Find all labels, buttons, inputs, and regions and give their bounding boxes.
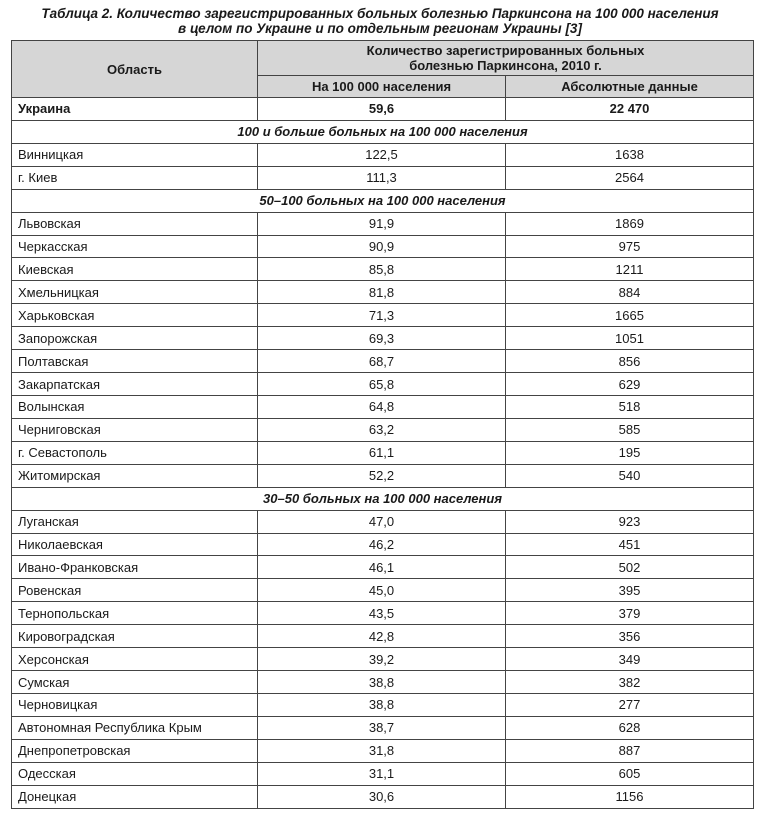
rate-value: 43,5 <box>258 602 506 625</box>
rate-value: 122,5 <box>258 143 506 166</box>
caption-line-1: Таблица 2. Количество зарегистрированных больных болезнью Паркинсона на 100 000 населения <box>41 6 719 21</box>
table-row <box>12 395 754 418</box>
region-name: Харьковская <box>12 304 258 327</box>
table-header <box>12 41 754 98</box>
absolute-value: 628 <box>506 716 754 739</box>
parkinson-table <box>11 40 754 809</box>
table-row <box>12 648 754 671</box>
absolute-value: 277 <box>506 693 754 716</box>
absolute-value: 540 <box>506 464 754 487</box>
header-group <box>258 41 754 76</box>
table-row <box>12 166 754 189</box>
table-row <box>12 785 754 808</box>
rate-value: 42,8 <box>258 625 506 648</box>
table-row <box>12 716 754 739</box>
absolute-value: 382 <box>506 671 754 694</box>
region-name: Закарпатская <box>12 373 258 396</box>
rate-value: 30,6 <box>258 785 506 808</box>
region-name: Автономная Республика Крым <box>12 716 258 739</box>
rate-value: 31,8 <box>258 739 506 762</box>
absolute-value: 923 <box>506 510 754 533</box>
table-row <box>12 579 754 602</box>
absolute-value: 349 <box>506 648 754 671</box>
table-row <box>12 602 754 625</box>
region-name: Хмельницкая <box>12 281 258 304</box>
section-row <box>12 487 754 510</box>
rate-value: 61,1 <box>258 441 506 464</box>
section-title: 50–100 больных на 100 000 населения <box>12 189 754 212</box>
rate-value: 38,8 <box>258 693 506 716</box>
region-name: Тернопольская <box>12 602 258 625</box>
table-row <box>12 327 754 350</box>
rate-value: 46,1 <box>258 556 506 579</box>
absolute-value: 605 <box>506 762 754 785</box>
table-body <box>12 98 754 809</box>
table-row <box>12 671 754 694</box>
rate-value: 39,2 <box>258 648 506 671</box>
region-name: Черновицкая <box>12 693 258 716</box>
absolute-value: 195 <box>506 441 754 464</box>
region-name: Луганская <box>12 510 258 533</box>
table-row <box>12 281 754 304</box>
absolute-value: 356 <box>506 625 754 648</box>
table-row <box>12 212 754 235</box>
absolute-value: 451 <box>506 533 754 556</box>
absolute-value: 585 <box>506 418 754 441</box>
table-caption <box>6 6 754 36</box>
region-name: Полтавская <box>12 350 258 373</box>
table-row <box>12 143 754 166</box>
rate-value: 91,9 <box>258 212 506 235</box>
rate-value: 46,2 <box>258 533 506 556</box>
region-name: г. Севастополь <box>12 441 258 464</box>
table-row <box>12 510 754 533</box>
table-row <box>12 235 754 258</box>
region-name: Одесская <box>12 762 258 785</box>
rate-value: 85,8 <box>258 258 506 281</box>
absolute-value: 395 <box>506 579 754 602</box>
rate-value: 52,2 <box>258 464 506 487</box>
region-name: Запорожская <box>12 327 258 350</box>
total-row <box>12 98 754 121</box>
table-row <box>12 441 754 464</box>
region-name: Львовская <box>12 212 258 235</box>
rate-value: 111,3 <box>258 166 506 189</box>
table-row <box>12 373 754 396</box>
table-row <box>12 464 754 487</box>
absolute-value: 379 <box>506 602 754 625</box>
region-name: Житомирская <box>12 464 258 487</box>
table-row <box>12 556 754 579</box>
table-row <box>12 739 754 762</box>
total-rate: 59,6 <box>258 98 506 121</box>
region-name: Черкасская <box>12 235 258 258</box>
absolute-value: 1211 <box>506 258 754 281</box>
table-row <box>12 418 754 441</box>
absolute-value: 975 <box>506 235 754 258</box>
rate-value: 90,9 <box>258 235 506 258</box>
rate-value: 69,3 <box>258 327 506 350</box>
rate-value: 38,8 <box>258 671 506 694</box>
rate-value: 64,8 <box>258 395 506 418</box>
header-rate: На 100 000 населения <box>258 76 506 98</box>
header-area: Область <box>12 41 258 98</box>
total-absolute: 22 470 <box>506 98 754 121</box>
rate-value: 38,7 <box>258 716 506 739</box>
table-row <box>12 693 754 716</box>
caption-line-2: в целом по Украине и по отдельным регионам Украины [3] <box>178 21 582 36</box>
region-name: Херсонская <box>12 648 258 671</box>
rate-value: 63,2 <box>258 418 506 441</box>
absolute-value: 1665 <box>506 304 754 327</box>
region-name: Ровенская <box>12 579 258 602</box>
absolute-value: 856 <box>506 350 754 373</box>
header-absolute: Абсолютные данные <box>506 76 754 98</box>
rate-value: 31,1 <box>258 762 506 785</box>
rate-value: 71,3 <box>258 304 506 327</box>
header-group-line-1: Количество зарегистрированных больных <box>366 43 645 58</box>
table-row <box>12 762 754 785</box>
section-row <box>12 120 754 143</box>
rate-value: 68,7 <box>258 350 506 373</box>
region-name: Сумская <box>12 671 258 694</box>
section-row <box>12 189 754 212</box>
absolute-value: 629 <box>506 373 754 396</box>
rate-value: 47,0 <box>258 510 506 533</box>
table-row <box>12 258 754 281</box>
absolute-value: 518 <box>506 395 754 418</box>
absolute-value: 2564 <box>506 166 754 189</box>
absolute-value: 1051 <box>506 327 754 350</box>
region-name: г. Киев <box>12 166 258 189</box>
absolute-value: 884 <box>506 281 754 304</box>
header-group-line-2: болезнью Паркинсона, 2010 г. <box>409 58 602 73</box>
absolute-value: 1638 <box>506 143 754 166</box>
section-title: 30–50 больных на 100 000 населения <box>12 487 754 510</box>
table-row <box>12 625 754 648</box>
rate-value: 45,0 <box>258 579 506 602</box>
region-name: Винницкая <box>12 143 258 166</box>
region-name: Донецкая <box>12 785 258 808</box>
region-name: Волынская <box>12 395 258 418</box>
table-row <box>12 350 754 373</box>
absolute-value: 1156 <box>506 785 754 808</box>
region-name: Днепропетровская <box>12 739 258 762</box>
region-name: Кировоградская <box>12 625 258 648</box>
region-name: Киевская <box>12 258 258 281</box>
rate-value: 65,8 <box>258 373 506 396</box>
table-row <box>12 533 754 556</box>
total-name: Украина <box>12 98 258 121</box>
absolute-value: 502 <box>506 556 754 579</box>
table-row <box>12 304 754 327</box>
region-name: Черниговская <box>12 418 258 441</box>
absolute-value: 1869 <box>506 212 754 235</box>
region-name: Ивано-Франковская <box>12 556 258 579</box>
region-name: Николаевская <box>12 533 258 556</box>
rate-value: 81,8 <box>258 281 506 304</box>
absolute-value: 887 <box>506 739 754 762</box>
section-title: 100 и больше больных на 100 000 населения <box>12 120 754 143</box>
